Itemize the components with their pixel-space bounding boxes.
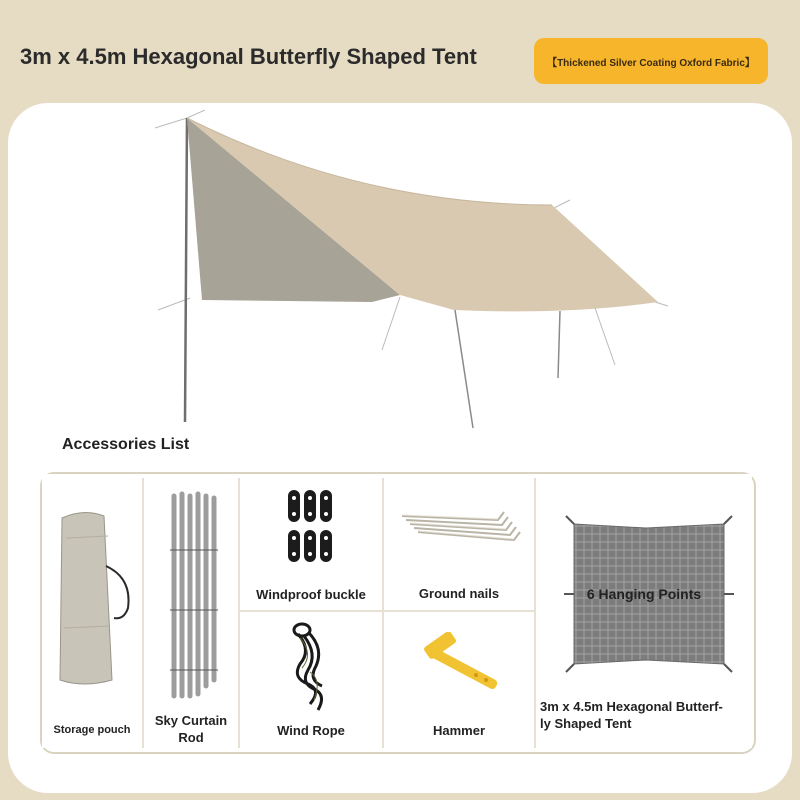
buckle-icon: [286, 488, 336, 566]
front-pole: [558, 311, 560, 378]
guy-line: [382, 297, 400, 350]
accessory-sky-curtain-rod: [144, 474, 238, 748]
page-title: 3m x 4.5m Hexagonal Butterfly Shaped Tent: [20, 44, 477, 69]
rope-icon: [288, 620, 334, 716]
accessory-tarp: [536, 474, 752, 748]
accessory-ground-nails: [384, 474, 534, 610]
storage-pouch-label: Storage pouch: [53, 724, 131, 736]
buckle-label: Windproof buckle: [256, 587, 366, 602]
hammer-label: Hammer: [432, 723, 486, 738]
accessory-windproof-buckle: [240, 474, 382, 610]
accessory-storage-pouch: [42, 474, 142, 748]
tarp-label-line2: ly Shaped Tent: [540, 716, 632, 731]
guy-line: [655, 302, 668, 306]
rod-icon: [164, 490, 224, 704]
guy-line: [595, 308, 615, 365]
tarp-label-line1: 3m x 4.5m Hexagonal Butterf-: [540, 699, 723, 714]
fabric-badge: 【Thickened Silver Coating Oxford Fabric】: [534, 38, 768, 84]
rod-label-line2: Rod: [178, 730, 204, 745]
tent-illustration: [150, 110, 670, 430]
rope-label: Wind Rope: [277, 723, 345, 738]
accessories-title: Accessories List: [62, 436, 190, 453]
storage-pouch-icon: [54, 508, 134, 688]
hammer-icon: [418, 632, 504, 692]
accessories-grid: [40, 472, 756, 754]
accessory-hammer: [384, 612, 534, 748]
tarp-overlay-label: 6 Hanging Points: [586, 586, 702, 602]
accessory-wind-rope: [240, 612, 382, 748]
left-pole: [185, 118, 187, 422]
rod-label-line1: Sky Curtain: [154, 713, 228, 728]
front-pole: [455, 310, 473, 428]
guy-line: [187, 110, 205, 118]
nails-icon: [400, 504, 524, 554]
nails-label: Ground nails: [418, 586, 500, 601]
guy-line: [155, 118, 187, 128]
